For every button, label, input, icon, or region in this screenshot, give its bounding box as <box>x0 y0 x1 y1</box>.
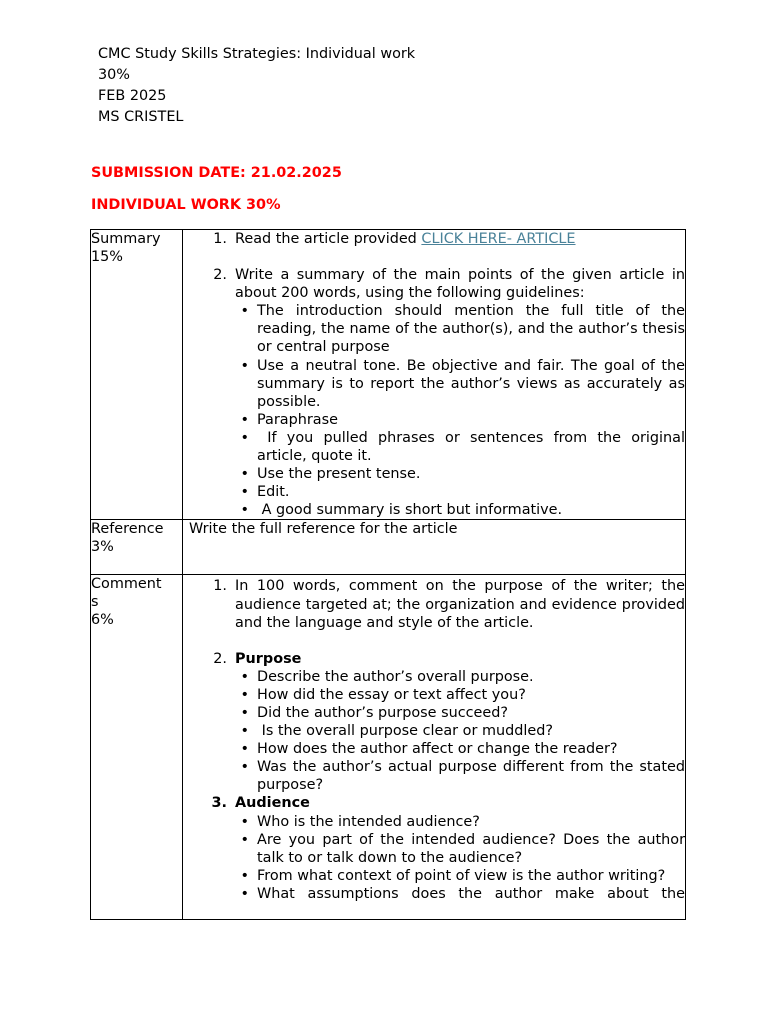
submission-date: SUBMISSION DATE: 21.02.2025 <box>91 165 342 181</box>
bullet-item: • Are you part of the intended audience? Does the author talk to or talk down to the audience? <box>240 831 685 866</box>
individual-work-heading: INDIVIDUAL WORK 30% <box>91 197 281 213</box>
course-title: CMC Study Skills Strategies: Individual work <box>98 46 416 62</box>
bullet-item: • Describe the author’s overall purpose. <box>240 668 534 685</box>
bullet-item: • From what context of point of view is the author writing? <box>240 867 666 884</box>
bullet-item: • What assumptions does the author make about the <box>240 885 685 902</box>
summary-content-cell <box>183 230 690 520</box>
article-link[interactable]: CLICK HERE- ARTICLE <box>421 231 576 247</box>
reference-weight: 3% <box>91 539 114 556</box>
reference-content-cell <box>183 520 686 575</box>
bullet-item: • Use the present tense. <box>240 466 421 483</box>
comments-content-cell <box>183 575 686 920</box>
reference-label-cell <box>91 520 183 575</box>
bullet-item: • Paraphrase <box>240 411 338 428</box>
bullet-item: • How did the essay or text affect you? <box>240 686 526 703</box>
comments-label-cont: s <box>91 594 99 611</box>
bullet-item: • A good summary is short but informative. <box>240 502 563 519</box>
summary-weight: 15% <box>91 249 123 265</box>
list-item: 1. In 100 words, comment on the purpose of the writer; the audience targeted at; the organization and evidence provided and the language and style of the article. <box>213 578 685 631</box>
purpose-heading: Purpose <box>235 650 302 667</box>
list-item: 2. Purpose <box>213 650 302 667</box>
audience-heading: Audience <box>235 795 310 812</box>
comments-weight: 6% <box>91 612 114 629</box>
teacher-name: MS CRISTEL <box>98 109 184 125</box>
list-item: 3. Audience <box>211 795 310 812</box>
weight-text: 30% <box>98 67 130 83</box>
assignment-table <box>90 229 690 920</box>
bullet-item: • Is the overall purpose clear or muddled? <box>240 723 554 740</box>
bullet-item: • If you pulled phrases or sentences from the original article, quote it. <box>240 429 690 465</box>
bullet-item: • Use a neutral tone. Be objective and fair. The goal of the summary is to report the author’s views as accurately as possible. <box>240 357 685 410</box>
list-item: 1. Read the article provided CLICK HERE- ARTICLE <box>213 231 576 247</box>
bullet-item: • Was the author’s actual purpose different from the stated purpose? <box>240 759 685 794</box>
bullet-item: • How does the author affect or change the reader? <box>240 741 618 758</box>
summary-label: Summary <box>91 231 161 247</box>
bullet-item: • Did the author’s purpose succeed? <box>240 704 509 721</box>
list-item: 2. Write a summary of the main points of the given article in about 200 words, using the following guidelines: <box>213 267 685 302</box>
summary-row <box>91 230 686 520</box>
comments-label: Comment <box>91 576 162 593</box>
comments-row <box>91 575 686 920</box>
bullet-item: • Who is the intended audience? <box>240 813 480 830</box>
bullet-item: • Edit. <box>240 484 290 501</box>
summary-label-cell <box>91 230 183 520</box>
reference-instruction: Write the full reference for the article <box>189 521 458 538</box>
date-text: FEB 2025 <box>98 88 167 104</box>
reference-label: Reference <box>91 521 164 538</box>
reference-row <box>91 520 686 575</box>
document-header <box>98 44 415 128</box>
bullet-item: • The introduction should mention the full title of the reading, the name of the author(s), and the author’s thesis or central purpose <box>240 303 685 356</box>
comments-label-cell <box>91 575 183 920</box>
